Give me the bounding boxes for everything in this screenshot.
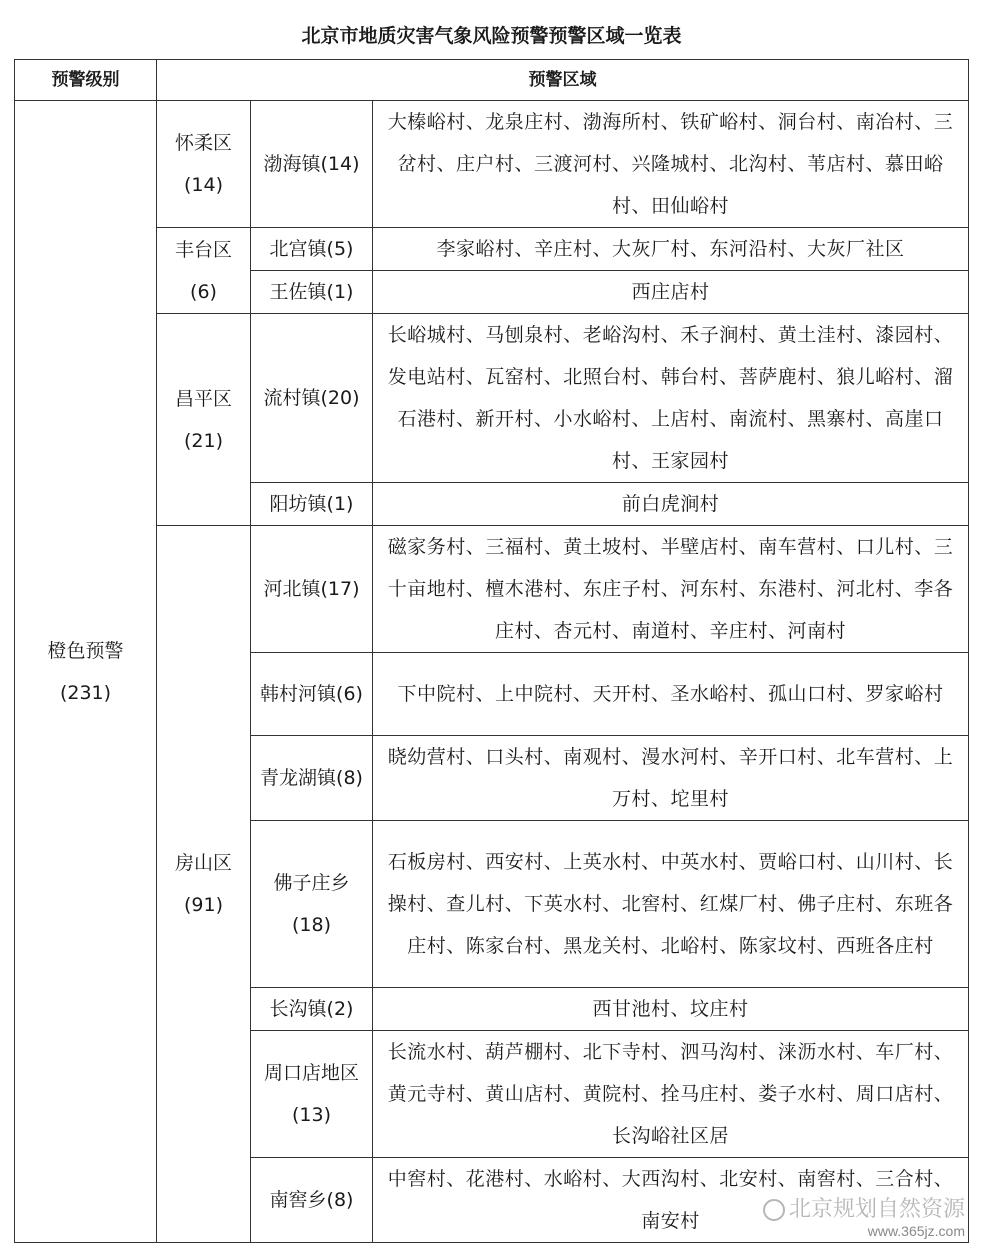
watermark (763, 1197, 965, 1239)
village-list: 中窖村、花港村、水峪村、大西沟村、北安村、南窖村、三合村、南安村 (373, 1158, 969, 1243)
town-cell: 长沟镇(2) (251, 988, 373, 1031)
page-title: 北京市地质灾害气象风险预警预警区域一览表 (301, 25, 682, 47)
watermark-logo-icon (763, 1199, 785, 1221)
village-list: 西庄店村 (373, 271, 969, 314)
district-count: (6) (190, 280, 217, 303)
district-count: (91) (183, 894, 223, 916)
header-level: 预警级别 (15, 60, 157, 101)
table-header-row (15, 60, 969, 101)
town-cell: 流村镇(20) (251, 314, 373, 483)
town-cell: 周口店地区(13) (251, 1031, 373, 1158)
village-list: 大榛峪村、龙泉庄村、渤海所村、铁矿峪村、洞台村、南冶村、三岔村、庄户村、三渡河村、兴隆城村、北沟村、苇店村、慕田峪村、田仙峪村 (373, 101, 969, 228)
district-count: (21) (183, 429, 223, 452)
district-name: 房山区 (174, 852, 232, 874)
header-area: 预警区域 (157, 60, 969, 101)
village-list: 李家峪村、辛庄村、大灰厂村、东河沿村、大灰厂社区 (373, 228, 969, 271)
warning-table (14, 59, 969, 1243)
district-cell (157, 526, 251, 1243)
level-name: 橙色预警 (47, 639, 124, 662)
town-cell: 韩村河镇(6) (251, 653, 373, 736)
district-cell (157, 314, 251, 526)
district-cell (157, 228, 251, 314)
town-cell: 青龙湖镇(8) (251, 736, 373, 821)
village-list: 石板房村、西安村、上英水村、中英水村、贾峪口村、山川村、长操村、查儿村、下英水村、北窖村、红煤厂村、佛子庄村、东班各庄村、陈家台村、黑龙关村、北峪村、陈家坟村、西班各庄村 (373, 821, 969, 988)
village-list: 前白虎涧村 (373, 483, 969, 526)
district-name: 昌平区 (174, 387, 232, 410)
town-cell: 阳坊镇(1) (251, 483, 373, 526)
town-cell: 北宫镇(5) (251, 228, 373, 271)
village-list: 长峪城村、马刨泉村、老峪沟村、禾子涧村、黄土洼村、漆园村、发电站村、瓦窑村、北照台村、韩台村、菩萨鹿村、狼儿峪村、溜石港村、新开村、小水峪村、上店村、南流村、黑寨村、高崖口村、王家园村 (373, 314, 969, 483)
watermark-url: www.365jz.com (867, 1223, 965, 1239)
table-row (15, 101, 969, 228)
village-list: 晓幼营村、口头村、南观村、漫水河村、辛开口村、北车营村、上万村、坨里村 (373, 736, 969, 821)
town-cell: 佛子庄乡(18) (251, 821, 373, 988)
table-row (15, 314, 969, 483)
village-list: 西甘池村、坟庄村 (373, 988, 969, 1031)
watermark-text: 北京规划自然资源 (788, 1197, 965, 1222)
table-row (15, 526, 969, 653)
village-list: 磁家务村、三福村、黄土坡村、半壁店村、南车营村、口儿村、三十亩地村、檀木港村、东庄子村、河东村、东港村、河北村、李各庄村、杏元村、南道村、辛庄村、河南村 (373, 526, 969, 653)
town-cell: 王佐镇(1) (251, 271, 373, 314)
town-cell: 渤海镇(14) (251, 101, 373, 228)
district-name: 怀柔区 (174, 132, 232, 154)
district-count: (14) (183, 174, 223, 196)
town-cell: 南窖乡(8) (251, 1158, 373, 1243)
district-cell (157, 101, 251, 228)
table-row (15, 228, 969, 271)
level-cell (15, 101, 157, 1243)
village-list: 下中院村、上中院村、天开村、圣水峪村、孤山口村、罗家峪村 (373, 653, 969, 736)
district-name: 丰台区 (174, 238, 232, 261)
level-count: (231) (59, 681, 112, 704)
village-list: 长流水村、葫芦棚村、北下寺村、泗马沟村、涞沥水村、车厂村、黄元寺村、黄山店村、黄院村、拴马庄村、娄子水村、周口店村、长沟峪社区居 (373, 1031, 969, 1158)
town-cell: 河北镇(17) (251, 526, 373, 653)
